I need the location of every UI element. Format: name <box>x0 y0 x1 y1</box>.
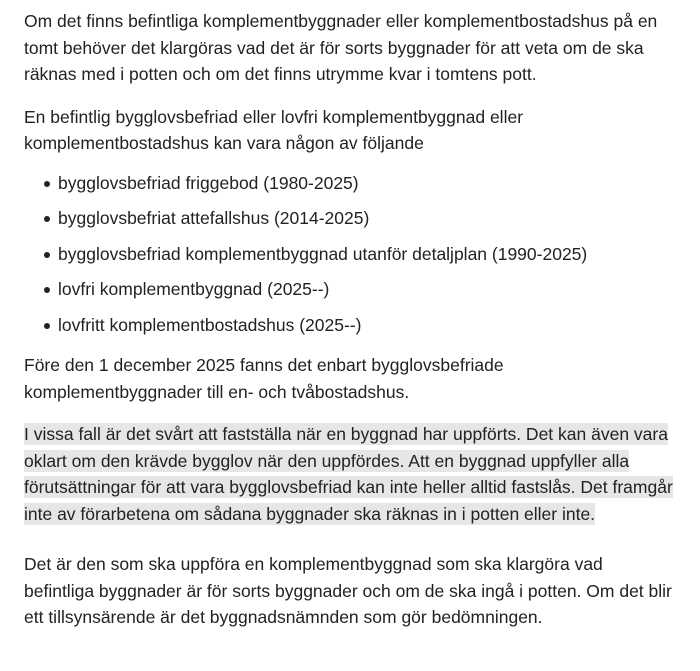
highlighted-text: I vissa fall är det svårt att fastställa när en byggnad har uppförts. Det kan även vara oklart om den krävde bygglov när den uppfördes. Att en byggnad uppfyller alla förutsättningar för att vara bygglovsbefriad kan inte heller alltid fastslås. Det framgår inte av förarbetena om sådana byggnader ska räknas in i potten eller inte. <box>24 424 673 524</box>
intro-paragraph: Om det finns befintliga komplementbyggnader eller komplementbostadshus på en tomt behöver det klargöras vad det är för sorts byggnader för att veta om de ska räknas med i potten och om det finns utrymme kvar i tomtens pott. <box>24 11 658 84</box>
list-item-text: bygglovsbefriad friggebod (1980-2025) <box>58 172 359 193</box>
list-item <box>24 205 676 241</box>
before-note-paragraph: Före den 1 december 2025 fanns det enbart bygglovsbefriade komplementbyggnader till en- och tvåbostadshus. <box>24 355 504 402</box>
list-item <box>24 276 676 312</box>
highlighted-paragraph <box>24 421 676 527</box>
closing-paragraph: Det är den som ska uppföra en komplementbyggnad som ska klargöra vad befintliga byggnader är för sorts byggnader och om de ska ingå i potten. Om det blir ett tillsynsärende är det byggnadsnämnden som gör bedömningen. <box>24 554 672 627</box>
list-item-text: lovfritt komplementbostadshus (2025--) <box>58 314 362 335</box>
bullet-icon <box>44 181 50 187</box>
list-item-text: lovfri komplementbyggnad (2025--) <box>58 279 330 299</box>
list-item-text: bygglovsbefriad komplementbyggnad utanför detaljplan (1990-2025) <box>58 243 588 264</box>
bullet-icon <box>44 252 50 258</box>
bullet-icon <box>44 323 50 329</box>
list-item <box>24 312 676 348</box>
bullet-icon <box>44 287 50 293</box>
list-item <box>24 170 676 206</box>
bullet-icon <box>44 216 50 222</box>
list-item-text: bygglovsbefriat attefallshus (2014-2025) <box>58 208 370 228</box>
list-item <box>24 241 676 277</box>
list-intro-paragraph: En befintlig bygglovsbefriad eller lovfri komplementbyggnad eller komplementbostadshus kan vara någon av följande <box>24 106 524 153</box>
building-type-list <box>24 170 676 348</box>
